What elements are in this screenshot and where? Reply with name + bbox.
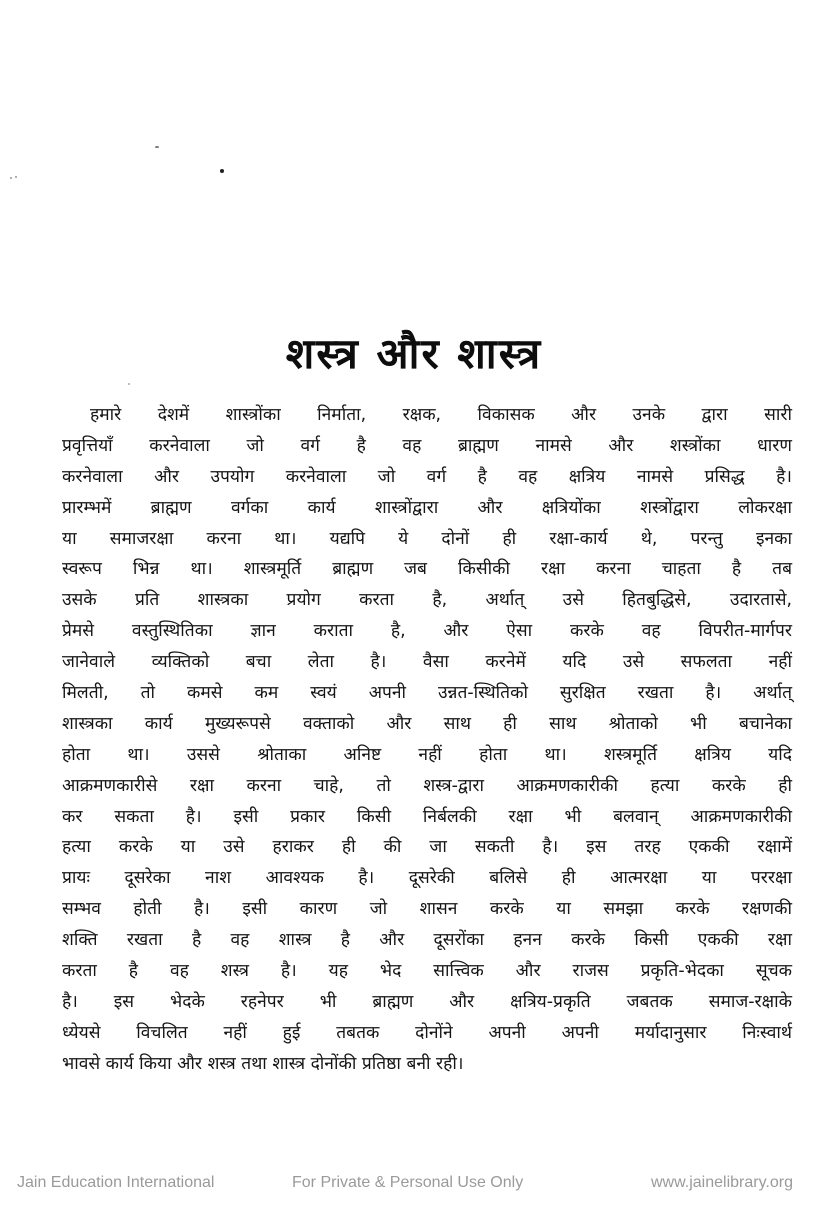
text-line: या समाजरक्षा करना था। यद्यपि ये दोनों ही रक्षा-कार्य थे, परन्तु इनका: [62, 528, 792, 549]
text-line: प्रवृत्तियाँ करनेवाला जो वर्ग है वह ब्राह्मण नामसे और शस्त्रोंका धारण: [62, 435, 792, 456]
text-line: हत्या करके या उसे हराकर ही की जा सकती है। इस तरह एककी रक्षामें: [62, 837, 792, 858]
scan-speck: [155, 146, 159, 148]
footer: [0, 1174, 828, 1198]
scan-speck: [15, 176, 17, 178]
footer-website-link[interactable]: www.jainelibrary.org: [651, 1174, 793, 1191]
text-line: सम्भव होती है। इसी कारण जो शासन करके या समझा करके रक्षणकी: [62, 899, 792, 920]
text-line: प्रारम्भमें ब्राह्मण वर्गका कार्य शास्त्रोंद्वारा और क्षत्रियोंका शस्त्रोंद्वारा लोकरक्षा: [62, 497, 792, 518]
text-line: करनेवाला और उपयोग करनेवाला जो वर्ग है वह क्षत्रिय नामसे प्रसिद्ध है।: [62, 466, 792, 487]
footer-publisher: Jain Education International: [17, 1174, 215, 1191]
text-line: कर सकता है। इसी प्रकार किसी निर्बलकी रक्षा भी बलवान् आक्रमणकारीकी: [62, 806, 792, 827]
text-line: शास्त्रका कार्य मुख्यरूपसे वक्ताको और साथ ही साथ श्रोताको भी बचानेका: [62, 713, 792, 734]
scan-speck: [128, 383, 130, 385]
body-paragraph: [62, 400, 792, 1080]
text-line: हमारे देशमें शास्त्रोंका निर्माता, रक्षक, विकासक और उनके द्वारा सारी: [90, 405, 792, 425]
text-line: प्रायः दूसरेका नाश आवश्यक है। दूसरेकी बलिसे ही आत्मरक्षा या पररक्षा: [62, 868, 792, 889]
text-line: जानेवाले व्यक्तिको बचा लेता है। वैसा करनेमें यदि उसे सफलता नहीं: [62, 652, 792, 673]
text-line: भावसे कार्य किया और शस्त्र तथा शास्त्र दोनोंकी प्रतिष्ठा बनी रही।: [62, 1053, 464, 1074]
text-line: मिलती, तो कमसे कम स्वयं अपनी उन्नत-स्थितिको सुरक्षित रखता है। अर्थात्: [62, 683, 792, 704]
scan-speck: [10, 177, 12, 179]
text-line: आक्रमणकारीसे रक्षा करना चाहे, तो शस्त्र-द्वारा आक्रमणकारीकी हत्या करके ही: [62, 775, 792, 796]
text-line: ध्येयसे विचलित नहीं हुई तबतक दोनोंने अपनी अपनी मर्यादानुसार निःस्वार्थ: [62, 1022, 792, 1043]
footer-usage-notice: For Private & Personal Use Only: [292, 1174, 524, 1191]
text-line: है। इस भेदके रहनेपर भी ब्राह्मण और क्षत्रिय-प्रकृति जबतक समाज-रक्षाके: [62, 991, 792, 1012]
text-line: करता है वह शस्त्र है। यह भेद सात्त्विक और राजस प्रकृति-भेदका सूचक: [62, 961, 792, 982]
scan-speck: [220, 169, 224, 173]
text-line: उसके प्रति शास्त्रका प्रयोग करता है, अर्थात् उसे हितबुद्धिसे, उदारतासे,: [62, 590, 792, 611]
text-line: होता था। उससे श्रोताका अनिष्ट नहीं होता था। शस्त्रमूर्ति क्षत्रिय यदि: [62, 744, 792, 765]
text-line: प्रेमसे वस्तुस्थितिका ज्ञान कराता है, और ऐसा करके वह विपरीत-मार्गपर: [62, 621, 792, 642]
page-title: शस्त्र और शास्त्र: [285, 329, 543, 378]
text-line: शक्ति रखता है वह शास्त्र है और दूसरोंका हनन करके किसी एककी रक्षा: [62, 930, 792, 951]
text-line: स्वरूप भिन्न था। शास्त्रमूर्ति ब्राह्मण जब किसीकी रक्षा करना चाहता है तब: [62, 559, 792, 580]
